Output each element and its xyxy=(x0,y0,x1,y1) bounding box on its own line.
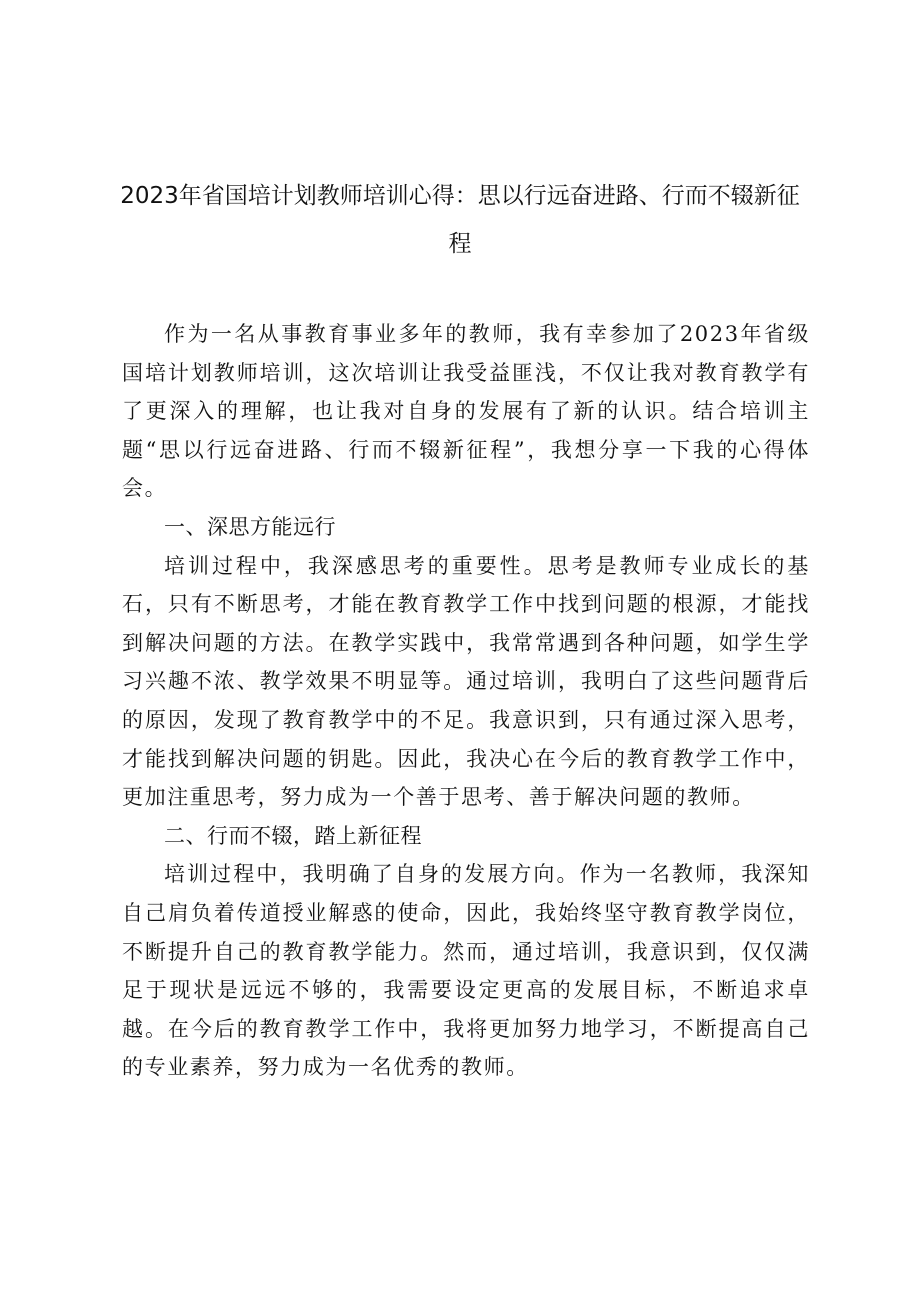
section-1-paragraph: 培训过程中，我深感思考的重要性。思考是教师专业成长的基石，只有不断思考，才能在教育教学工作中找到问题的根源，才能找到解决问题的方法。在教学实践中，我常常遇到各种问题，如学生学习兴趣不浓、教学效果不明显等。通过培训，我明白了这些问题背后的原因，发现了教育教学中的不足。我意识到，只有通过深入思考，才能找到解决问题的钥匙。因此，我决心在今后的教育教学工作中，更加注重思考，努力成为一个善于思考、善于解决问题的教师。 xyxy=(122,553,810,810)
section-2-heading: 二、行而不辍，踏上新征程 xyxy=(164,823,422,848)
section-2-paragraph: 培训过程中，我明确了自身的发展方向。作为一名教师，我深知自己肩负着传道授业解惑的使命，因此，我始终坚守教育教学岗位，不断提升自己的教育教学能力。然而，通过培训，我意识到，仅仅满足于现状是远远不够的，我需要设定更高的发展目标，不断追求卓越。在今后的教育教学工作中，我将更加努力地学习，不断提高自己的专业素养，努力成为一名优秀的教师。 xyxy=(122,862,810,1080)
section-1-heading: 一、深思方能远行 xyxy=(164,514,336,539)
document-title: 2023年省国培计划教师培训心得：思以行远奋进路、行而不辍新征程 xyxy=(120,183,800,257)
document-body xyxy=(122,315,810,1087)
intro-paragraph: 作为一名从事教育事业多年的教师，我有幸参加了2023年省级国培计划教师培训，这次培训让我受益匪浅，不仅让我对教育教学有了更深入的理解，也让我对自身的发展有了新的认识。结合培训主题“思以行远奋进路、行而不辍新征程”，我想分享一下我的心得体会。 xyxy=(122,322,810,501)
